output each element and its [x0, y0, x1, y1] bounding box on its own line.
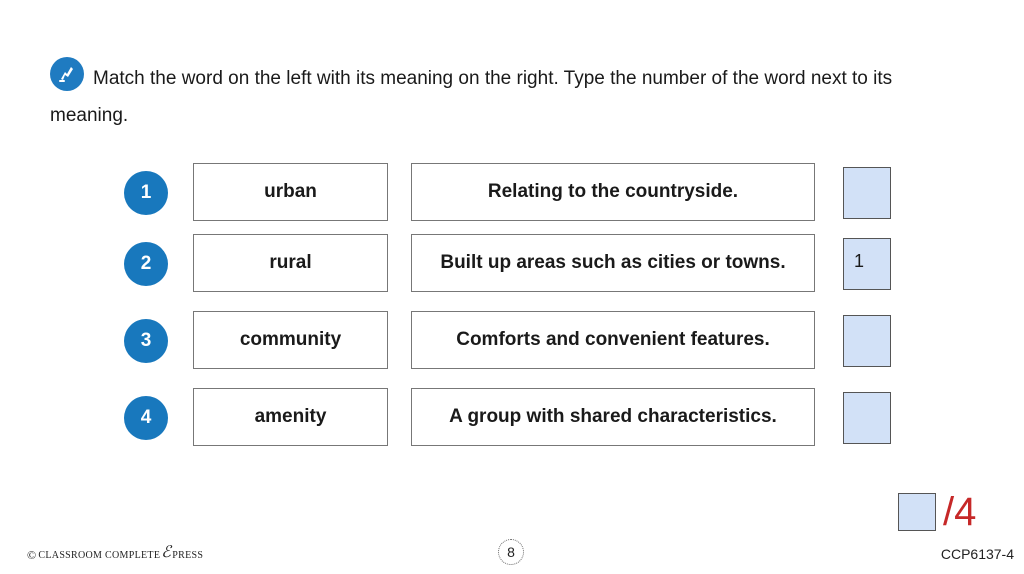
logo-e-mark: ℰ: [161, 544, 172, 561]
match-row-2: [0, 234, 1024, 294]
product-code: CCP6137-4: [940, 546, 1014, 562]
score-total: /4: [943, 490, 977, 534]
meaning-card: A group with shared characteristics.: [411, 388, 815, 446]
logo-text-right: PRESS: [172, 549, 204, 561]
match-row-3: [0, 311, 1024, 371]
page-number: 8: [498, 539, 524, 565]
match-row-4: [0, 388, 1024, 448]
publisher-logo: [27, 545, 203, 565]
copyright-symbol: ©: [27, 547, 37, 562]
score-input[interactable]: [898, 493, 936, 531]
answer-input[interactable]: [843, 315, 891, 367]
answer-input[interactable]: 1: [843, 238, 891, 290]
word-card: urban: [193, 163, 388, 221]
row-number-badge: 1: [124, 171, 168, 215]
meaning-card: Relating to the countryside.: [411, 163, 815, 221]
answer-input[interactable]: [843, 167, 891, 219]
word-card: rural: [193, 234, 388, 292]
word-card: community: [193, 311, 388, 369]
logo-text-left: CLASSROOM COMPLETE: [38, 549, 161, 561]
meaning-card: Comforts and convenient features.: [411, 311, 815, 369]
row-number-badge: 3: [124, 319, 168, 363]
row-number-badge: 2: [124, 242, 168, 286]
word-card: amenity: [193, 388, 388, 446]
instruction-text: Match the word on the left with its meaning on the right. Type the number of the word next to its meaning.: [50, 68, 893, 126]
answer-input[interactable]: [843, 392, 891, 444]
meaning-card: Built up areas such as cities or towns.: [411, 234, 815, 292]
row-number-badge: 4: [124, 396, 168, 440]
match-row-1: [0, 163, 1024, 223]
